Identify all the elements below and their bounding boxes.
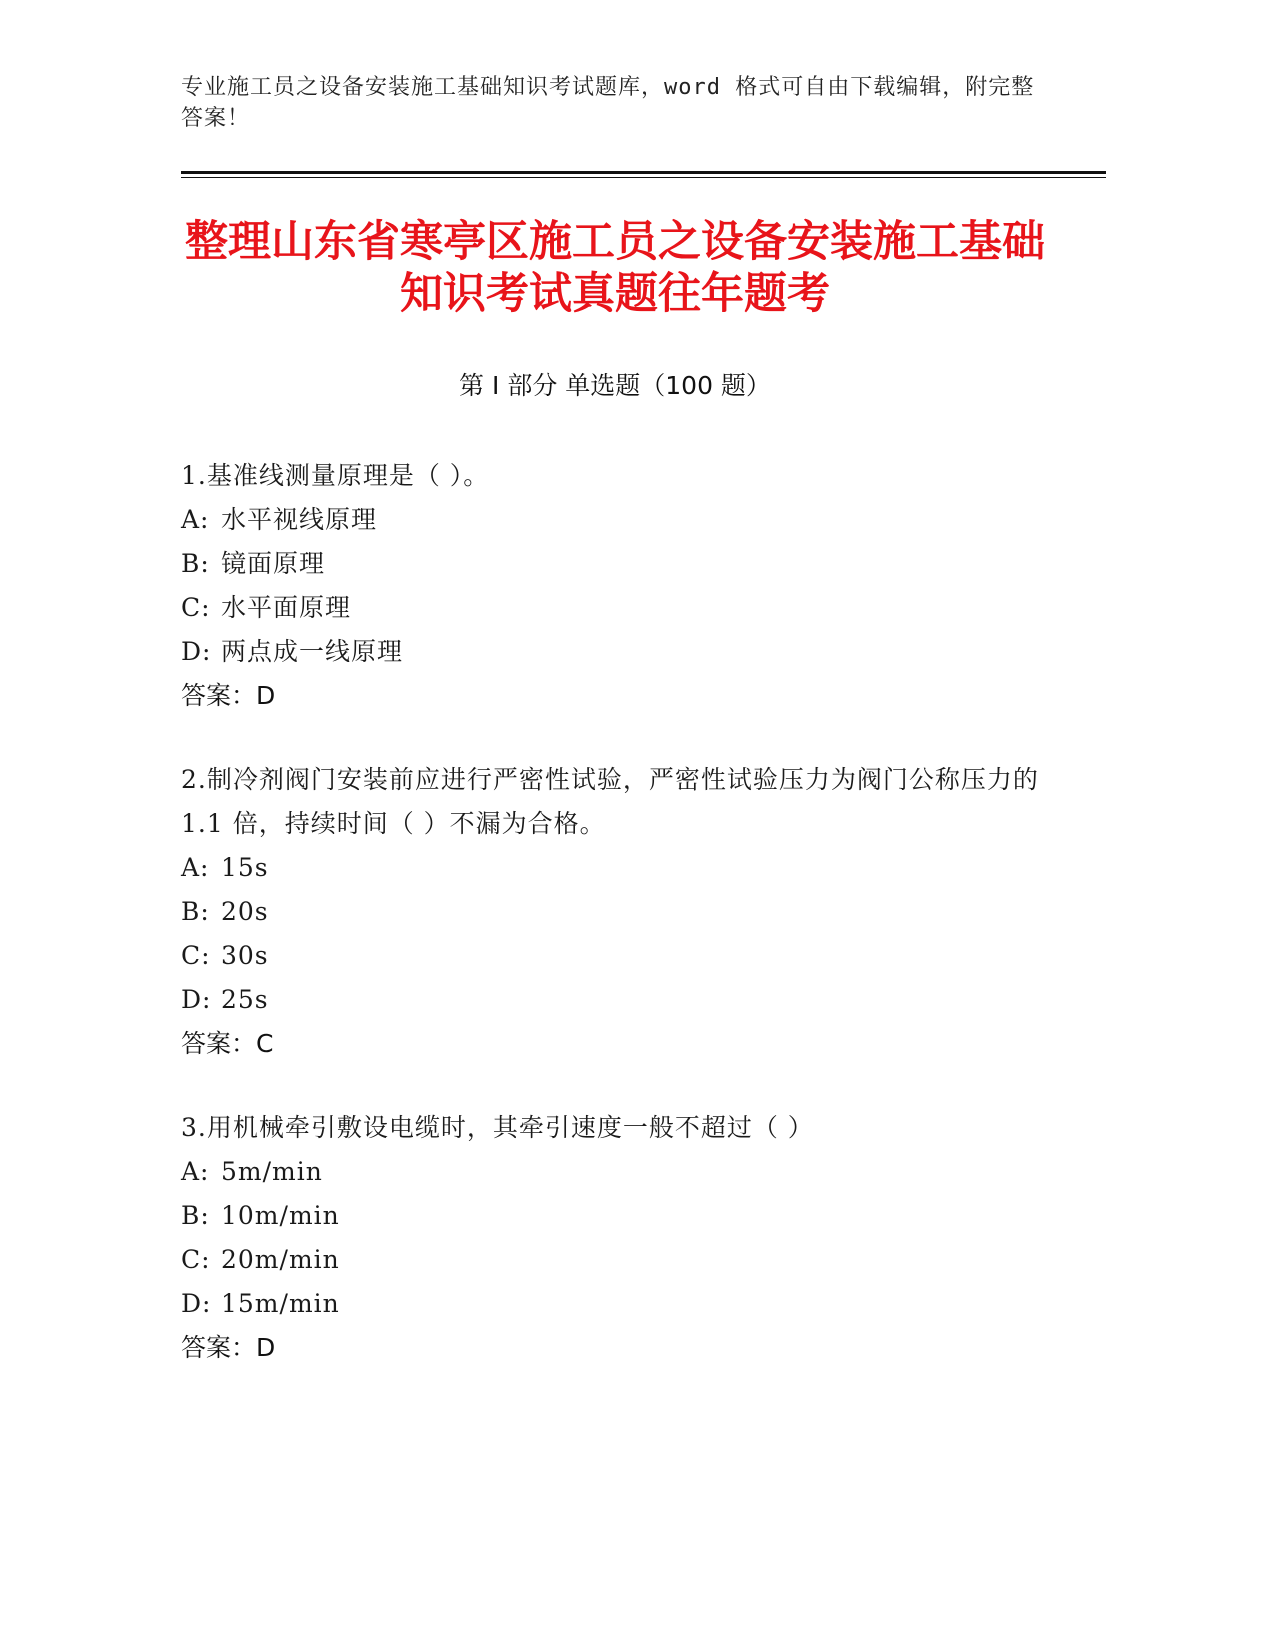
option-a [181, 846, 1041, 890]
answer-line: 答案：D [181, 1333, 276, 1362]
option-key: C: [181, 1245, 211, 1274]
question-stem: 1.基准线测量原理是（ ）。 [181, 461, 490, 490]
option-text: 30s [221, 941, 269, 970]
option-a [181, 1150, 1041, 1194]
question-list [181, 454, 1041, 1410]
option-text: 水平面原理 [221, 593, 352, 622]
answer-line: 答案：C [181, 1029, 274, 1058]
question-stem: 2.制冷剂阀门安装前应进行严密性试验，严密性试验压力为阀门公称压力的 1.1 倍，持续时间（ ）不漏为合格。 [181, 765, 1039, 838]
option-key: A: [181, 1157, 210, 1186]
option-a [181, 498, 1041, 542]
option-c [181, 1238, 1041, 1282]
option-text: 20s [221, 897, 269, 926]
option-d [181, 978, 1041, 1022]
option-text: 两点成一线原理 [221, 637, 404, 666]
document-title: 整理山东省寒亭区施工员之设备安装施工基础知识考试真题往年题考 [185, 217, 1045, 319]
option-key: A: [181, 853, 210, 882]
option-key: B: [181, 549, 210, 578]
option-d [181, 1282, 1041, 1326]
option-key: C: [181, 593, 211, 622]
question-3 [181, 1106, 1041, 1370]
option-key: D: [181, 1289, 212, 1318]
header-rule-thin [181, 177, 1106, 178]
option-b [181, 542, 1041, 586]
option-key: A: [181, 505, 210, 534]
option-c [181, 934, 1041, 978]
option-key: C: [181, 941, 211, 970]
option-text: 25s [221, 985, 269, 1014]
option-text: 15m/min [221, 1289, 340, 1318]
option-b [181, 1194, 1041, 1238]
question-2 [181, 758, 1041, 1066]
answer-line: 答案：D [181, 681, 276, 710]
option-text: 10m/min [221, 1201, 340, 1230]
option-key: B: [181, 897, 210, 926]
option-text: 水平视线原理 [221, 505, 378, 534]
option-key: D: [181, 985, 212, 1014]
question-stem: 3.用机械牵引敷设电缆时，其牵引速度一般不超过（ ） [181, 1113, 814, 1142]
question-1 [181, 454, 1041, 718]
section-heading: 第 I 部分 单选题（100 题） [459, 371, 771, 400]
option-b [181, 890, 1041, 934]
option-text: 镜面原理 [221, 549, 326, 578]
option-text: 15s [221, 853, 269, 882]
option-key: D: [181, 637, 212, 666]
option-text: 20m/min [221, 1245, 340, 1274]
option-d [181, 630, 1041, 674]
header-rule-thick [181, 171, 1106, 174]
option-c [181, 586, 1041, 630]
option-key: B: [181, 1201, 210, 1230]
header-note: 专业施工员之设备安装施工基础知识考试题库，word 格式可自由下载编辑，附完整答案！ [181, 75, 1035, 131]
option-text: 5m/min [221, 1157, 323, 1186]
